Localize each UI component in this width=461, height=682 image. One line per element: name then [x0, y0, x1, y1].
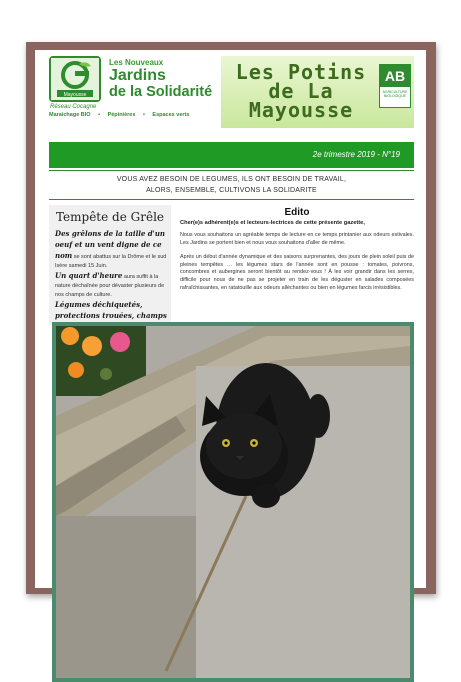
menu-item: Pépinières: [107, 112, 136, 118]
logo-mark-icon: [49, 56, 101, 102]
editorial-paragraph: Après un début d'année dynamique et des saisons surprenantes, des jours de plein soleil puis de pleines tempêtes … les légumes stars de l'année sont en pousse : tomates, poivrons, concombres et aubergines seront bientôt au rendez-vous ! À les voir grandir dans les serres, difficile pour nous de ne pas se projeter en train de les déguster en salades composées rafraîchissantes, en ratatouille aux odeurs alléchantes ou bien en légumes farcis irrésistibles.: [180, 254, 414, 291]
storm-text-2: aura suffit à la nature déchaînée pour dévaster plusieurs de nos champs de culture.: [55, 274, 165, 298]
tagline: [49, 170, 414, 200]
issue-band: [49, 142, 414, 168]
editorial: [180, 207, 414, 299]
storm-text-1: se sont abattus sur la Drôme et le sud Isère samedi 15 Juin.: [55, 254, 167, 269]
ab-organic-logo: [379, 64, 411, 108]
menu-separator: •: [142, 112, 145, 118]
logo-mark-text: Mayousse: [63, 92, 87, 98]
ab-caption-line2: BIOLOGIQUE: [384, 94, 406, 98]
ab-letters: AB: [380, 65, 410, 87]
editorial-title: Edito: [284, 207, 310, 218]
ab-caption-line1: AGRICULTURE: [382, 90, 408, 94]
storm-hand-2: Un quart d'heure: [55, 271, 123, 280]
menu-item: Espaces verts: [152, 112, 190, 118]
logo-title: [109, 68, 212, 100]
logo-title-line1: Jardins: [109, 67, 166, 84]
menu-separator: •: [98, 112, 101, 118]
jardins-logo: [49, 56, 219, 118]
storm-hand-1: Des grêlons de la taille d'un oeuf et un vent digne de ce nom: [55, 229, 166, 260]
editorial-paragraph: Nous vous souhaitons un agréable temps de lecture en ce temps printanier aux odeurs estivales. Les Jardins se portent bien et nous vous souhaitons d'aller de même.: [180, 232, 414, 246]
storm-article: [49, 205, 171, 325]
logo-caption: Réseau Cocagne: [50, 104, 97, 110]
masthead-title-line3: Mayousse: [248, 98, 354, 122]
logo-title-line2: de la Solidarité: [109, 84, 213, 100]
kitten-photo: [56, 326, 410, 678]
tagline-line1: VOUS AVEZ BESOIN DE LEGUMES, ILS ONT BESOIN DE TRAVAIL,: [116, 176, 347, 183]
storm-hand-3: Légumes déchiquetés, protections trouées, champs: [55, 300, 167, 320]
menu-item: Maraichage BIO: [49, 112, 91, 118]
tagline-line2: ALORS, ENSEMBLE, CULTIVONS LA SOLIDARITE: [146, 187, 317, 194]
masthead-title-panel: [221, 56, 414, 128]
masthead-title: [221, 60, 381, 122]
storm-title: Tempête de Grêle: [55, 210, 165, 224]
storm-body: [55, 229, 167, 333]
masthead-title-line2: de La: [268, 79, 334, 103]
issue-date: 2e trimestre 2019 - N°19: [312, 150, 400, 159]
activity-menu: [49, 112, 221, 121]
logo-small-text: Les Nouveaux: [109, 58, 164, 67]
editorial-greeting: Cher(e)s adhérent(e)s et lecteurs-lectrices de cette présente gazette,: [180, 220, 365, 226]
masthead-title-line1: Les Potins: [235, 60, 367, 84]
